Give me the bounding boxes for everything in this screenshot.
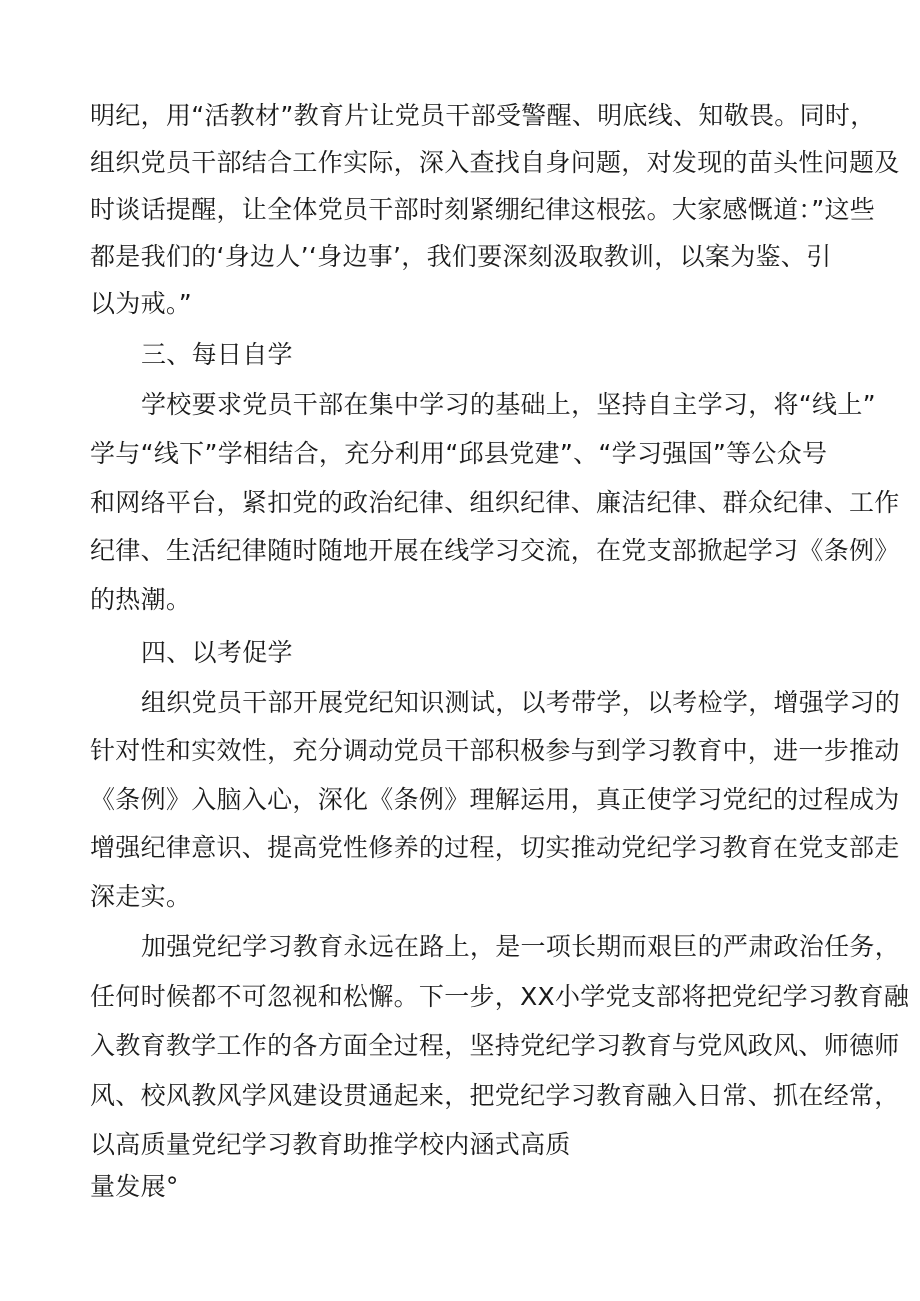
paragraph-line: 风、校风教风学风建设贯通起来，把党纪学习教育融入日常、抓在经常， (90, 1081, 900, 1110)
paragraph-line: 学与“线下”学相结合，充分利用“邱县党建”、“学习强国”等公众号 (90, 439, 828, 468)
paragraph-line: 的热潮。 (90, 585, 192, 614)
paragraph-line: 以为戒。” (90, 289, 192, 318)
paragraph-line: 任何时候都不可忽视和松懈。下一步，XX小学党支部将把党纪学习教育融 (90, 982, 910, 1011)
paragraph-line: 学校要求党员干部在集中学习的基础上，坚持自主学习，将“线上” (141, 390, 876, 419)
paragraph-line: 时谈话提醒，让全体党员干部时刻紧绷纪律这根弦。大家感慨道：”这些 (90, 195, 876, 224)
paragraph-line: 增强纪律意识、提高党性修养的过程，切实推动党纪学习教育在党支部走 (90, 833, 900, 862)
section-heading: 三、每日自学 (141, 340, 293, 369)
paragraph-line: 《条例》入脑入心，深化《条例》理解运用，真正使学习党纪的过程成为 (90, 785, 900, 814)
paragraph-line: 纪律、生活纪律随时随地开展在线学习交流，在党支部掀起学习《条例》 (90, 536, 900, 565)
paragraph-line: 都是我们的‘身边人’‘身边事’，我们要深刻汲取教训，以案为鉴、引 (90, 242, 832, 271)
paragraph-line: 入教育教学工作的各方面全过程，坚持党纪学习教育与党风政风、师德师 (90, 1031, 900, 1060)
paragraph-line: 量发展° (90, 1172, 179, 1201)
paragraph-line: 组织党员干部开展党纪知识测试，以考带学，以考检学，增强学习的 (141, 688, 901, 717)
paragraph-line: 组织党员干部结合工作实际，深入查找自身问题，对发现的苗头性问题及 (90, 148, 900, 177)
paragraph-line: 以高质量党纪学习教育助推学校内涵式高质 (90, 1130, 571, 1159)
section-heading: 四、以考促学 (141, 638, 293, 667)
paragraph-line: 深走实。 (90, 882, 192, 911)
paragraph-line: 针对性和实效性，充分调动党员干部积极参与到学习教育中，进一步推动 (90, 736, 900, 765)
paragraph-line: 明纪，用“活教材”教育片让党员干部受警醒、明底线、知敬畏。同时， (90, 101, 876, 130)
paragraph-line: 和网络平台，紧扣党的政治纪律、组织纪律、廉洁纪律、群众纪律、工作 (90, 488, 900, 517)
paragraph-line: 加强党纪学习教育永远在路上，是一项长期而艰巨的严肃政治任务， (141, 932, 901, 961)
